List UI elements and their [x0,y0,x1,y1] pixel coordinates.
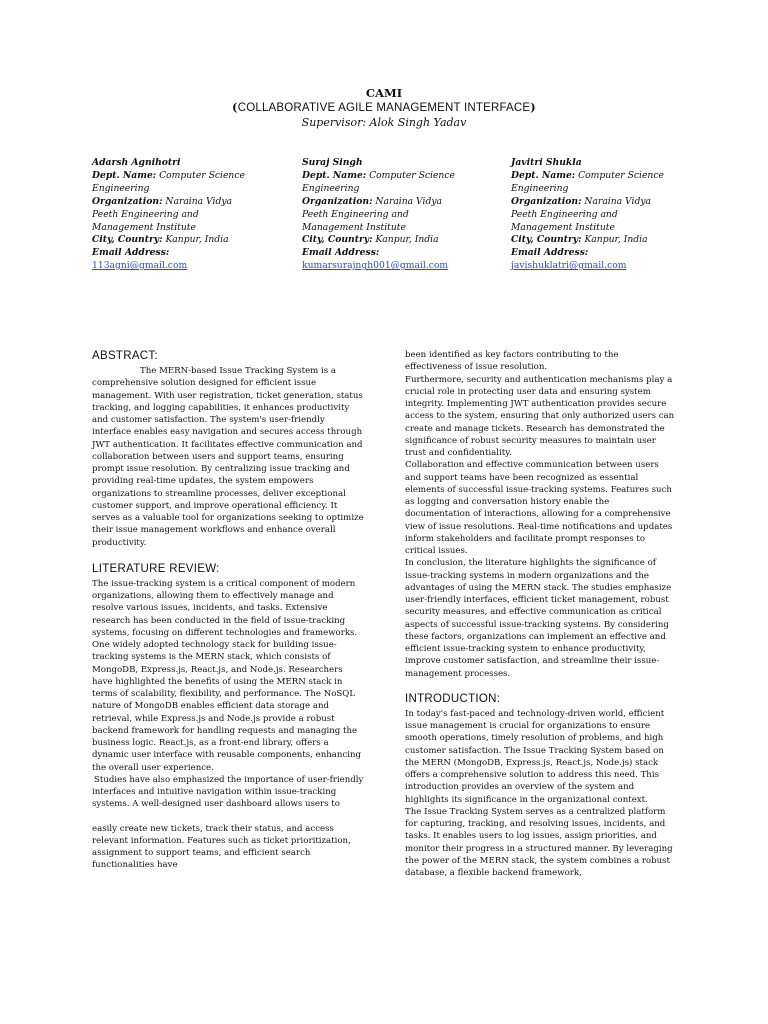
org-label: Organization: [302,195,373,207]
literature-paragraph: easily create new tickets, track their status, and access relevant information. Features such as ticket prioritization, assignment to support teams, and efficient search functionalities have [92,823,351,871]
dept-value: Computer Science Engineering [92,169,245,194]
dept-value: Computer Science Engineering [302,169,455,194]
city-label: City, Country: [92,234,163,246]
literature-paragraph: Furthermore, security and authentication mechanisms play a crucial role in protecting user data and ensuring system integrity. Implementing JWT authentication provides secure access to the system, ensuring that only authorized users can create and manage tickets. Research has demonstrated the significance of robust security measures to maintain user trust and confidentiality. [405,374,675,458]
paper-subtitle: (COLLABORATIVE AGILE MANAGEMENT INTERFACE) [232,100,536,114]
email-label: Email Address: [511,247,589,259]
dept-label: Dept. Name: [92,169,157,181]
city-label: City, Country: [511,234,582,246]
email-link[interactable]: javishuklatri@gmail.com [511,260,627,272]
author-name: Adarsh Agnihotri [92,157,181,168]
org-label: Organization: [92,195,163,207]
literature-paragraph: The issue-tracking system is a critical component of modern organizations, allowing them to effectively manage and resolve various issues, incidents, and tasks. Extensive research has been conducted in the field of issue-tracking systems, focusing on different technologies and frameworks. [92,578,358,638]
org-value: Naraina Vidya Peeth Engineering and Management Institute [511,195,652,233]
city-label: City, Country: [302,234,373,246]
supervisor-line: Supervisor: Alok Singh Yadav [301,116,467,129]
literature-paragraph: In conclusion, the literature highlights the significance of issue-tracking systems in modern organizations and the advantages of using the MERN stack. The studies emphasize user-friendly interfaces, efficient ticket management, robust security measures, and effective communication as critical aspects of successful issue-tracking systems. By considering these factors, organizations can implement an effective and efficient issue-tracking system to enhance productivity, improve customer satisfaction, and streamline their issue-management processes. [405,558,672,679]
introduction-paragraph: The Issue Tracking System serves as a centralized platform for capturing, tracking, and resolving issues, incidents, and tasks. It enables users to log issues, assign priorities, and monitor their progress in a structured manner. By leveraging the power of the MERN stack, the system combines a robust database, a flexible backend framework, [405,806,673,878]
dept-label: Dept. Name: [302,169,367,181]
literature-paragraph: One widely adopted technology stack for building issue-tracking systems is the MERN stack, which consists of MongoDB, Express.js, React.js, and Node.js. Researchers have highlighted the benefits of using the MERN stack in terms of scalability, flexibility, and performance. The NoSQL nature of MongoDB enables efficient data storage and retrieval, while Express.js and Node.js provide a robust backend framework for handling requests and managing the business logic. React.js, as a front-end library, offers a dynamic user interface with reusable components, enhancing the overall user experience. [92,640,362,773]
email-label: Email Address: [302,247,380,259]
title-block [0,86,768,130]
org-value: Naraina Vidya Peeth Engineering and Management Institute [302,195,443,233]
right-column [405,349,677,879]
introduction-paragraph: In today's fast-paced and technology-driven world, efficient issue management is crucial for organizations to ensure smooth operations, timely resolution of problems, and high customer satisfaction. The Issue Tracking System based on the MERN (MongoDB, Express.js, React.js, Node.js) stack offers a comprehensive solution to address this need. This introduction provides an overview of the system and highlights its significance in the organizational context. [405,708,665,805]
org-value: Naraina Vidya Peeth Engineering and Management Institute [92,195,233,233]
author-block [302,157,467,273]
author-name: Suraj Singh [302,157,363,168]
left-column [92,349,364,872]
abstract-heading: ABSTRACT: [92,350,158,362]
literature-heading: LITERATURE REVIEW: [92,562,220,575]
author-block [92,157,257,273]
abstract-text: The MERN-based Issue Tracking System is a comprehensive solution designed for efficient issue management. With user registration, ticket generation, status tracking, and logging capabilities, it enhances productivity and customer satisfaction. The system's user-friendly interface enables easy navigation and secures access through JWT authentication. It facilitates effective communication and collaboration between users and support teams, ensuring prompt issue resolution. By centralizing issue tracking and providing real-time updates, the system empowers organizations to streamline processes, deliver exceptional customer support, and improve operational efficiency. It serves as a valuable tool for organizations seeking to optimize their issue management workflows and enhance overall productivity. [92,366,364,548]
author-name: Javitri Shukla [511,157,582,168]
introduction-heading: INTRODUCTION: [405,692,501,705]
city-value: Kanpur, India [375,234,439,246]
org-label: Organization: [511,195,582,207]
dept-label: Dept. Name: [511,169,576,181]
paper-title: CAMI [365,86,403,100]
author-block [511,157,676,273]
literature-paragraph: Studies have also emphasized the importance of user-friendly interfaces and intuitive navigation within issue-tracking systems. A well-designed user dashboard allows users to [92,774,364,810]
city-value: Kanpur, India [584,234,648,246]
email-link[interactable]: 113agni@gmail.com [92,260,188,272]
email-label: Email Address: [92,247,170,259]
literature-paragraph: been identified as key factors contributing to the effectiveness of issue resolution. [405,350,619,373]
dept-value: Computer Science Engineering [511,169,664,194]
city-value: Kanpur, India [165,234,229,246]
literature-paragraph: Collaboration and effective communication between users and support teams have been recognized as essential elements of successful issue-tracking systems. Features such as logging and conversation history enable the documentation of interactions, allowing for a comprehensive view of issue resolutions. Real-time notifications and updates inform stakeholders and facilitate prompt responses to critical issues. [405,460,673,556]
email-link[interactable]: kumarsurajngh001@gmail.com [302,260,449,272]
